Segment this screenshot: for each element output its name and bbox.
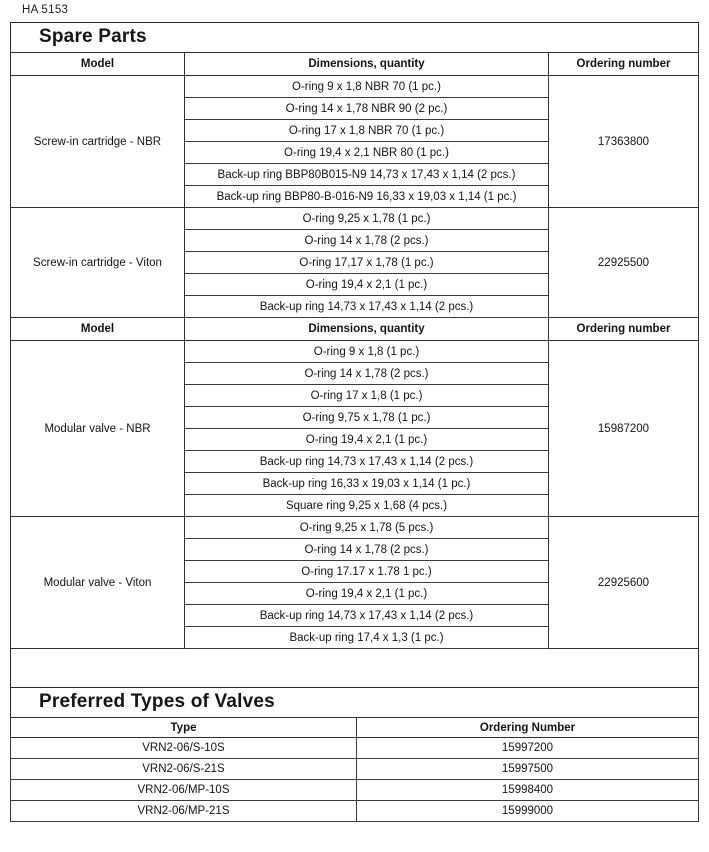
doc-code: HA 5153 <box>22 4 69 16</box>
ordering-number-cell: 22925600 <box>549 517 699 649</box>
column-header-ordering: Ordering Number <box>357 718 699 738</box>
column-header-type: Type <box>11 718 357 738</box>
column-header-dimensions: Dimensions, quantity <box>185 53 549 76</box>
model-cell: Screw-in cartridge - NBR <box>11 76 185 208</box>
column-header-ordering: Ordering number <box>549 53 699 76</box>
dimension-cell: O-ring 17 x 1,8 NBR 70 (1 pc.) <box>185 120 549 142</box>
table-header-row <box>11 53 699 76</box>
ordering-number-cell: 15997200 <box>357 738 699 759</box>
column-header-model: Model <box>11 53 185 76</box>
preferred-valves-title: Preferred Types of Valves <box>10 687 699 717</box>
dimension-cell: Back-up ring 17,4 x 1,3 (1 pc.) <box>185 627 549 649</box>
table-row <box>11 738 699 759</box>
ordering-number-cell: 15998400 <box>357 780 699 801</box>
dimension-cell: O-ring 17,17 x 1,78 (1 pc.) <box>185 252 549 274</box>
dimension-cell: O-ring 17 x 1,8 (1 pc.) <box>185 385 549 407</box>
dimension-cell: Back-up ring 14,73 x 17,43 x 1,14 (2 pcs.) <box>185 451 549 473</box>
valve-type-cell: VRN2-06/S-21S <box>11 759 357 780</box>
ordering-number-cell: 17363800 <box>549 76 699 208</box>
dimension-cell: O-ring 17.17 x 1.78 1 pc.) <box>185 561 549 583</box>
dimension-cell: O-ring 19,4 x 2,1 (1 pc.) <box>185 429 549 451</box>
table-header-row <box>11 318 699 341</box>
spare-parts-title: Spare Parts <box>10 22 699 52</box>
dimension-cell: O-ring 9 x 1,8 NBR 70 (1 pc.) <box>185 76 549 98</box>
dimension-cell: Back-up ring 16,33 x 19,03 x 1,14 (1 pc.) <box>185 473 549 495</box>
dimension-cell: O-ring 14 x 1,78 (2 pcs.) <box>185 363 549 385</box>
valve-type-cell: VRN2-06/MP-10S <box>11 780 357 801</box>
content-frame <box>10 22 699 852</box>
valve-type-cell: VRN2-06/MP-21S <box>11 801 357 822</box>
table-row <box>11 76 699 98</box>
spacer <box>10 649 699 687</box>
dimension-cell: O-ring 19,4 x 2,1 (1 pc.) <box>185 274 549 296</box>
dimension-cell: O-ring 9,75 x 1,78 (1 pc.) <box>185 407 549 429</box>
dimension-cell: O-ring 14 x 1,78 (2 pcs.) <box>185 230 549 252</box>
column-header-dimensions: Dimensions, quantity <box>185 318 549 341</box>
ordering-number-cell: 15987200 <box>549 341 699 517</box>
table-row <box>11 341 699 363</box>
preferred-valves-table <box>10 717 699 822</box>
model-cell: Modular valve - Viton <box>11 517 185 649</box>
table-row <box>11 801 699 822</box>
dimension-cell: O-ring 9,25 x 1,78 (1 pc.) <box>185 208 549 230</box>
ordering-number-cell: 15999000 <box>357 801 699 822</box>
column-header-ordering: Ordering number <box>549 318 699 341</box>
dimension-cell: O-ring 9,25 x 1,78 (5 pcs.) <box>185 517 549 539</box>
dimension-cell: Back-up ring 14,73 x 17,43 x 1,14 (2 pcs.) <box>185 605 549 627</box>
table-row <box>11 208 699 230</box>
dimension-cell: Back-up ring 14,73 x 17,43 x 1,14 (2 pcs.) <box>185 296 549 318</box>
table-row <box>11 517 699 539</box>
table-row <box>11 780 699 801</box>
dimension-cell: Square ring 9,25 x 1,68 (4 pcs.) <box>185 495 549 517</box>
column-header-model: Model <box>11 318 185 341</box>
dimension-cell: O-ring 19,4 x 2,1 (1 pc.) <box>185 583 549 605</box>
dimension-cell: O-ring 14 x 1,78 (2 pcs.) <box>185 539 549 561</box>
dimension-cell: O-ring 19,4 x 2,1 NBR 80 (1 pc.) <box>185 142 549 164</box>
table-row <box>11 759 699 780</box>
ordering-number-cell: 15997500 <box>357 759 699 780</box>
table-header-row <box>11 718 699 738</box>
valve-type-cell: VRN2-06/S-10S <box>11 738 357 759</box>
dimension-cell: Back-up ring BBP80-B-016-N9 16,33 x 19,03 x 1,14 (1 pc.) <box>185 186 549 208</box>
model-cell: Screw-in cartridge - Viton <box>11 208 185 318</box>
dimension-cell: O-ring 9 x 1,8 (1 pc.) <box>185 341 549 363</box>
dimension-cell: O-ring 14 x 1,78 NBR 90 (2 pc.) <box>185 98 549 120</box>
dimension-cell: Back-up ring BBP80B015-N9 14,73 x 17,43 x 1,14 (2 pcs.) <box>185 164 549 186</box>
ordering-number-cell: 22925500 <box>549 208 699 318</box>
model-cell: Modular valve - NBR <box>11 341 185 517</box>
spare-parts-table <box>10 52 699 649</box>
